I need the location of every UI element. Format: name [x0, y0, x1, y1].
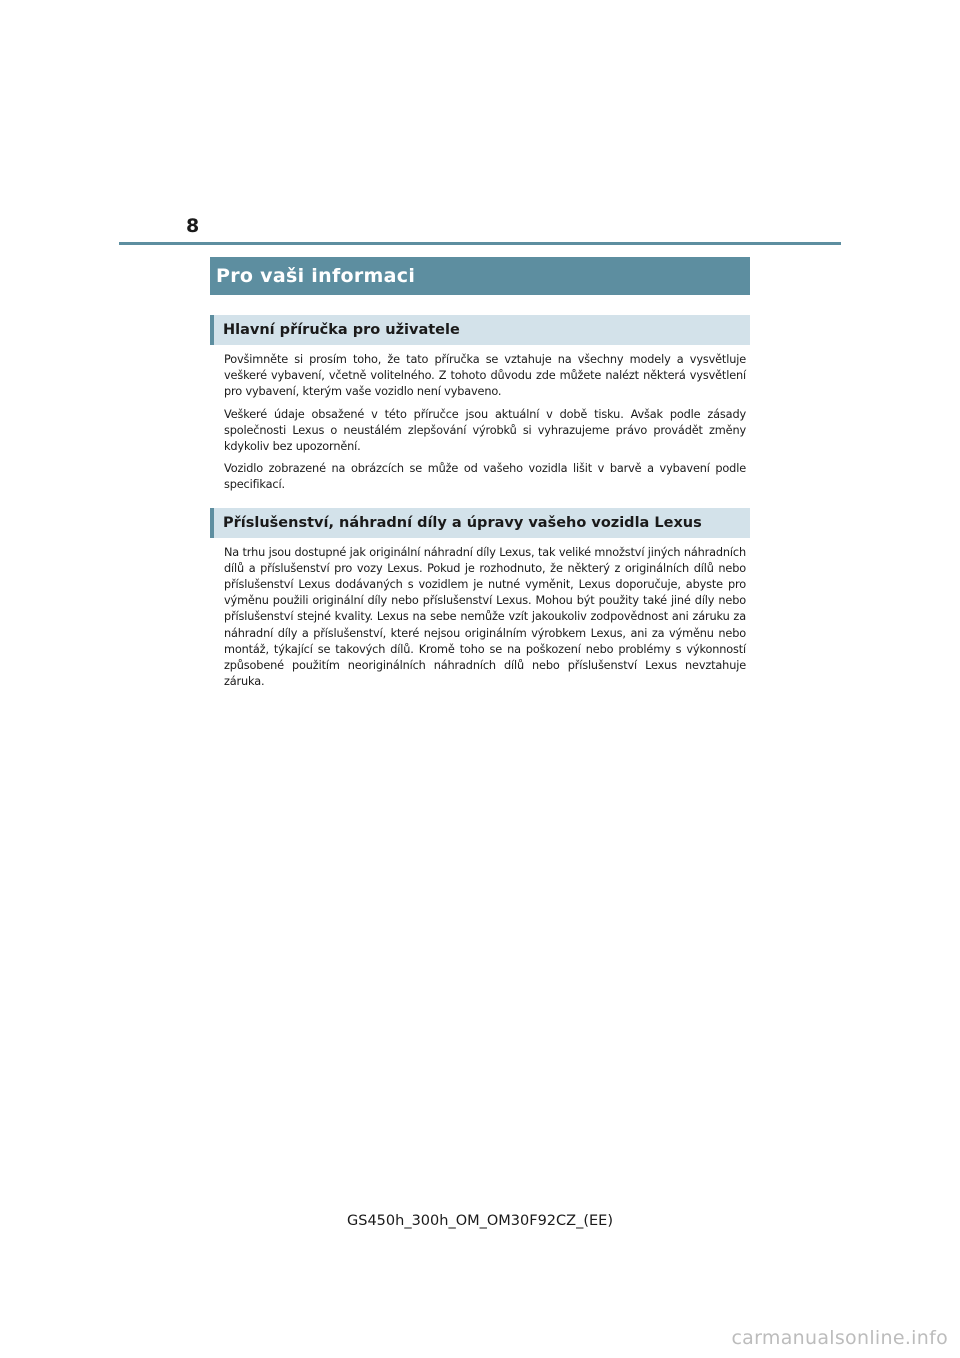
section-heading-owners-manual: Hlavní příručka pro uživatele [210, 315, 750, 345]
paragraph: Povšimněte si prosím toho, že tato příručka se vztahuje na všechny modely a vysvětluje veškeré vybavení, včetně volitelného. Z tohoto důvodu zde můžete nalézt některá vysvětlení pro vybavení, kterým vaše vozidlo není vybaveno. [224, 353, 746, 399]
header-divider [119, 242, 841, 245]
paragraph: Vozidlo zobrazené na obrázcích se může od vašeho vozidla lišit v barvě a vybavení podle specifikací. [224, 462, 746, 492]
watermark: carmanualsonline.info [731, 1327, 948, 1349]
section-body-accessories [210, 545, 750, 691]
section-body-owners-manual [210, 352, 750, 494]
paragraph: Na trhu jsou dostupné jak originální náhradní díly Lexus, tak veliké množství jiných náhradních dílů a příslušenství pro vozy Lexus. Pokud je rozhodnuto, že některý z originálních dílů nebo příslušenství Lexus dodávaných s vozidlem je nutné vyměnit, Lexus doporučuje, abyste pro výměnu použili originální díly nebo příslušenství Lexus. Mohou být použity také jiné díly nebo příslušenství stejné kvality. Lexus na sebe nemůže vzít jakoukoliv zodpovědnost ani záruku za náhradní díly a příslušenství, které nejsou originálním výrobkem Lexus, ani za výměnu nebo montáž, týkající se takových dílů. Kromě toho se na poškození nebo problémy s výkonností způsobené použitím neoriginálních náhradních dílů nebo příslušenství Lexus nevztahuje záruka. [224, 545, 746, 689]
footer-manual-code: GS450h_300h_OM_OM30F92CZ_(EE) [347, 1213, 613, 1229]
section-heading-accessories: Příslušenství, náhradní díly a úpravy vašeho vozidla Lexus [210, 508, 750, 538]
main-heading: Pro vaši informaci [210, 257, 750, 295]
paragraph: Veškeré údaje obsažené v této příručce jsou aktuální v době tisku. Avšak podle zásady společnosti Lexus o neustálém zlepšování výrobků si vyhrazujeme právo provádět změny kdykoliv bez upozornění. [224, 407, 746, 454]
content-column [210, 257, 750, 696]
page-number: 8 [186, 215, 200, 237]
